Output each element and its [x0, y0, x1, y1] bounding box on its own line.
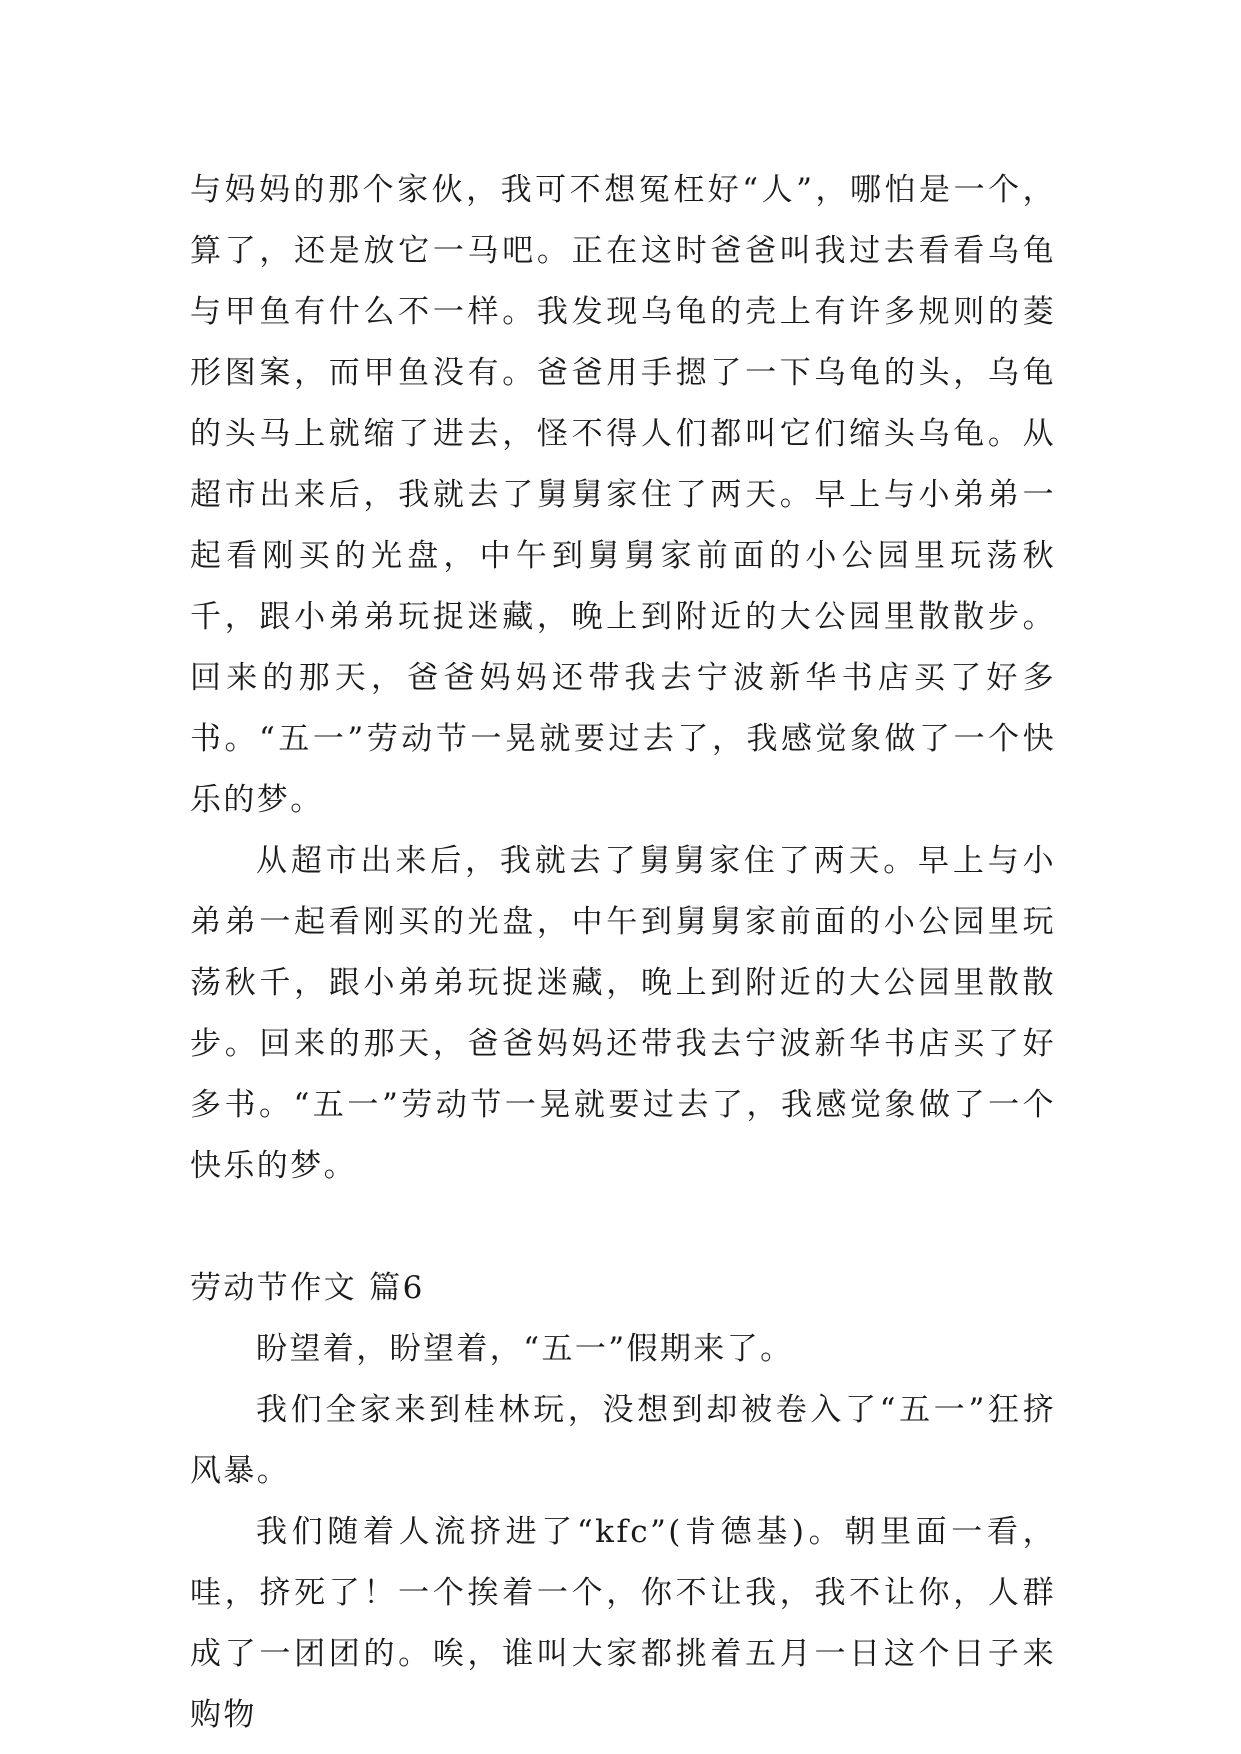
- document-body: [190, 160, 1056, 1746]
- paragraph-4: 我们全家来到桂林玩，没想到却被卷入了“五一”狂挤风暴。: [190, 1392, 1056, 1489]
- paragraph-2: 从超市出来后，我就去了舅舅家住了两天。早上与小弟弟一起看刚买的光盘，中午到舅舅家前面的小公园里玩荡秋千，跟小弟弟玩捉迷藏，晚上到附近的大公园里散散步。回来的那天，爸爸妈妈还带我去宁波新华书店买了好多书。“五一”劳动节一晃就要过去了，我感觉象做了一个快乐的梦。: [190, 843, 1056, 1184]
- paragraph-5: 我们随着人流挤进了“kfc”(肯德基)。朝里面一看，哇，挤死了！一个挨着一个，你不让我，我不让你，人群成了一团团的。唉，谁叫大家都挑着五月一日这个日子来购物: [190, 1514, 1056, 1733]
- section-heading: 劳动节作文 篇6: [190, 1270, 425, 1306]
- section-spacer: [190, 1197, 1056, 1258]
- paragraph-3: 盼望着，盼望着，“五一”假期来了。: [256, 1331, 794, 1367]
- paragraph-1: 与妈妈的那个家伙，我可不想冤枉好“人”，哪怕是一个，算了，还是放它一马吧。正在这时爸爸叫我过去看看乌龟与甲鱼有什么不一样。我发现乌龟的壳上有许多规则的菱形图案，而甲鱼没有。爸爸用手摁了一下乌龟的头，乌龟的头马上就缩了进去，怪不得人们都叫它们缩头乌龟。从超市出来后，我就去了舅舅家住了两天。早上与小弟弟一起看刚买的光盘，中午到舅舅家前面的小公园里玩荡秋千，跟小弟弟玩捉迷藏，晚上到附近的大公园里散散步。回来的那天，爸爸妈妈还带我去宁波新华书店买了好多书。“五一”劳动节一晃就要过去了，我感觉象做了一个快乐的梦。: [190, 172, 1056, 818]
